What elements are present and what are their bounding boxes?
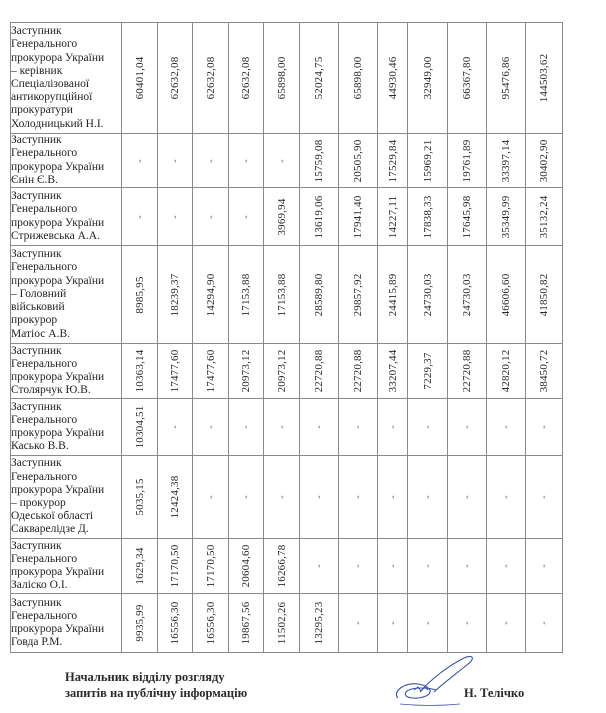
amount-value: - — [461, 564, 473, 568]
amount-value: - — [387, 621, 398, 625]
amount-cell — [339, 344, 378, 399]
amount-value: - — [169, 158, 181, 163]
amount-value: 17170,50 — [169, 544, 181, 588]
name-line: Генерального — [11, 147, 78, 160]
amount-value: 60401,04 — [133, 56, 146, 100]
amount-value: 7229,37 — [421, 352, 434, 390]
amount-cell — [378, 399, 408, 456]
amount-value: 20505,90 — [352, 139, 364, 182]
amount-cell — [193, 246, 229, 344]
amount-cell — [487, 399, 526, 456]
amount-value: 38450,72 — [538, 349, 550, 393]
name-line: Сакварелідзе Д. — [11, 523, 89, 536]
amount-cell — [229, 594, 264, 653]
amount-value: - — [169, 214, 181, 219]
amount-value: 20973,12 — [240, 349, 252, 393]
amount-cell — [526, 594, 563, 653]
amount-cell — [378, 23, 408, 134]
name-line: прокурора України — [11, 371, 105, 383]
table-row — [11, 188, 563, 246]
amount-cell — [158, 344, 193, 399]
amount-cell — [448, 594, 487, 653]
amount-cell — [193, 344, 229, 399]
amount-cell — [526, 344, 563, 399]
amount-cell — [300, 246, 339, 344]
amount-cell — [526, 539, 563, 594]
name-line: військовий — [11, 301, 65, 314]
amount-cell — [264, 539, 300, 594]
official-name-cell — [11, 134, 122, 188]
amount-value: 15759,08 — [313, 139, 325, 182]
amount-cell — [526, 134, 563, 188]
amount-cell — [193, 539, 229, 594]
name-line: Генерального — [11, 38, 78, 51]
amount-value: 11502,26 — [275, 601, 288, 645]
amount-value: 13295,23 — [313, 601, 325, 645]
amount-value: 19761,89 — [461, 139, 473, 182]
signature-icon — [390, 652, 500, 710]
amount-value: - — [313, 425, 325, 429]
amount-cell — [122, 594, 158, 653]
amount-value: - — [422, 425, 433, 429]
amount-cell — [300, 456, 339, 539]
amount-value: 20604,60 — [240, 544, 252, 588]
amount-value: 12424,38 — [169, 475, 181, 519]
name-line: прокуратури — [11, 104, 73, 117]
amount-cell — [378, 456, 408, 539]
amount-value: - — [422, 564, 433, 568]
amount-cell — [408, 188, 448, 246]
name-line: Заліско О.І. — [11, 579, 68, 592]
official-name-cell — [11, 539, 122, 594]
amount-value: - — [422, 495, 433, 499]
amount-cell — [193, 23, 229, 134]
amount-value: 62632,08 — [204, 56, 217, 100]
amount-value: 17170,50 — [204, 544, 217, 588]
official-name-cell — [11, 23, 122, 134]
amount-cell — [339, 188, 378, 246]
table-row — [11, 23, 563, 134]
amount-cell — [122, 456, 158, 539]
table-row — [11, 246, 563, 344]
amount-value: - — [422, 621, 433, 625]
amount-value: - — [461, 621, 473, 625]
amount-value: 46606,60 — [500, 273, 512, 316]
table-row — [11, 344, 563, 399]
amount-value: - — [205, 425, 216, 429]
amount-cell — [487, 344, 526, 399]
amount-value: 33207,44 — [386, 349, 399, 393]
amount-value: - — [461, 495, 473, 499]
amount-value: 28589,80 — [313, 273, 325, 316]
official-name-cell — [11, 399, 122, 456]
amount-value: 15969,21 — [421, 139, 434, 182]
amount-cell — [339, 594, 378, 653]
amount-value: - — [313, 564, 325, 568]
amount-value: - — [538, 564, 550, 568]
amount-value: 95476,86 — [500, 56, 512, 100]
amount-value: - — [205, 495, 216, 499]
amount-cell — [339, 539, 378, 594]
amount-value: - — [276, 425, 287, 429]
amount-value: 66367,80 — [461, 56, 473, 100]
amount-cell — [487, 134, 526, 188]
amount-cell — [487, 246, 526, 344]
amount-value: 32949,00 — [421, 56, 434, 100]
name-line: Заступник — [11, 457, 62, 470]
amount-value: 1629,34 — [133, 547, 146, 585]
amount-value: - — [313, 495, 325, 499]
name-line: Говда Р.М. — [11, 636, 63, 649]
amount-value: 35132,24 — [538, 195, 550, 238]
amount-cell — [378, 344, 408, 399]
amount-value: - — [500, 495, 512, 499]
amount-cell — [487, 594, 526, 653]
amount-cell — [339, 134, 378, 188]
amount-value: 16266,78 — [275, 544, 288, 588]
amount-cell — [300, 344, 339, 399]
amount-value: 19867,56 — [240, 601, 252, 645]
amount-value: 17153,88 — [275, 273, 288, 316]
amount-cell — [448, 23, 487, 134]
amount-value: 17529,84 — [386, 139, 399, 182]
amount-cell — [193, 188, 229, 246]
signatory-name: Н. Телічко — [464, 686, 525, 700]
amount-cell — [408, 246, 448, 344]
name-line: Заступник — [11, 134, 62, 147]
table-row — [11, 134, 563, 188]
name-line: Генерального — [11, 609, 78, 622]
amount-value: - — [134, 214, 145, 219]
amount-value: 14294,90 — [204, 273, 217, 316]
name-line: Заступник — [11, 539, 62, 552]
table-row — [11, 594, 563, 653]
amount-value: 62632,08 — [169, 56, 181, 100]
amount-cell — [378, 246, 408, 344]
amount-cell — [408, 399, 448, 456]
name-line: Касько В.В. — [11, 440, 69, 453]
name-line: прокурора України — [11, 566, 105, 578]
amount-cell — [448, 188, 487, 246]
amount-cell — [264, 456, 300, 539]
amount-value: - — [461, 425, 473, 429]
amount-cell — [339, 399, 378, 456]
amount-value: - — [276, 495, 287, 499]
amount-cell — [378, 188, 408, 246]
amount-value: 10363,14 — [133, 349, 146, 393]
amount-cell — [448, 399, 487, 456]
amount-value: 65898,00 — [352, 56, 364, 100]
amount-value: - — [500, 564, 512, 568]
amount-cell — [526, 399, 563, 456]
amount-value: 14227,11 — [386, 195, 399, 238]
amount-cell — [300, 188, 339, 246]
amount-cell — [193, 399, 229, 456]
amount-cell — [229, 399, 264, 456]
amount-cell — [122, 344, 158, 399]
amount-cell — [264, 134, 300, 188]
amount-cell — [158, 594, 193, 653]
name-line: Генерального — [11, 470, 78, 483]
official-name-cell — [11, 456, 122, 539]
official-name-cell — [11, 594, 122, 653]
table-row — [11, 456, 563, 539]
amount-cell — [158, 246, 193, 344]
amount-value: 13619,06 — [313, 195, 325, 238]
amount-value: 42820,12 — [500, 349, 512, 393]
name-line: Заступник — [11, 344, 62, 357]
name-line: Заступник — [11, 25, 62, 38]
amount-value: 62632,08 — [240, 56, 252, 100]
amount-value: - — [134, 158, 145, 163]
amount-cell — [408, 456, 448, 539]
amount-value: - — [352, 425, 364, 429]
official-name-cell — [11, 246, 122, 344]
amount-cell — [526, 456, 563, 539]
amount-value: 17838,33 — [421, 195, 434, 238]
amount-cell — [229, 539, 264, 594]
name-line: прокурора України — [11, 483, 105, 496]
name-line: – Головний — [11, 287, 67, 300]
amount-value: - — [387, 495, 398, 499]
amount-value: - — [205, 214, 216, 219]
amount-value: - — [387, 425, 398, 429]
amount-cell — [487, 188, 526, 246]
official-name-cell — [11, 344, 122, 399]
amount-cell — [122, 246, 158, 344]
amount-value: - — [205, 158, 216, 163]
amount-cell — [408, 134, 448, 188]
amount-value: - — [240, 214, 252, 219]
amount-cell — [264, 188, 300, 246]
name-line: прокурора України — [11, 51, 105, 64]
amount-cell — [487, 23, 526, 134]
amount-value: 18239,37 — [169, 273, 181, 316]
amount-cell — [300, 134, 339, 188]
amount-value: 29857,92 — [352, 273, 364, 316]
signatory-position — [65, 669, 247, 701]
name-line: Генерального — [11, 552, 78, 565]
amount-value: 5035,15 — [133, 478, 146, 516]
name-line: прокурора України — [11, 274, 105, 287]
amount-value: 24415,89 — [386, 273, 399, 316]
name-line: Заступник — [11, 596, 62, 609]
amount-value: 41850,82 — [538, 273, 550, 316]
amount-cell — [487, 456, 526, 539]
amount-cell — [229, 134, 264, 188]
table-row — [11, 539, 563, 594]
name-line: Генерального — [11, 413, 78, 426]
amount-cell — [264, 246, 300, 344]
amount-cell — [378, 594, 408, 653]
amount-value: 65898,00 — [275, 56, 288, 100]
name-line: прокурора України — [11, 216, 105, 229]
name-line: – керівник — [11, 64, 63, 77]
amount-value: - — [240, 495, 252, 499]
amount-cell — [526, 188, 563, 246]
amount-cell — [122, 399, 158, 456]
amount-value: 8985,95 — [133, 275, 146, 314]
name-line: Заступник — [11, 400, 62, 413]
amount-cell — [448, 456, 487, 539]
amount-value: 20973,12 — [275, 349, 288, 393]
amount-cell — [158, 188, 193, 246]
position-line-1: Начальник відділу розгляду — [65, 670, 225, 684]
amount-value: 35349,99 — [500, 195, 512, 238]
amount-value: 144503,62 — [538, 53, 550, 103]
amount-cell — [193, 134, 229, 188]
amount-value: - — [169, 425, 181, 429]
amount-value: 17477,60 — [169, 349, 181, 393]
amount-cell — [229, 344, 264, 399]
amount-cell — [300, 399, 339, 456]
amount-cell — [408, 344, 448, 399]
name-line: – прокурор — [11, 497, 66, 509]
amount-value: 16556,30 — [204, 601, 217, 645]
amount-cell — [448, 246, 487, 344]
amount-cell — [408, 23, 448, 134]
amount-value: 17645,98 — [461, 195, 473, 238]
amount-value: 17941,40 — [352, 195, 364, 238]
name-line: Одеської області — [11, 510, 94, 523]
amount-value: 17153,88 — [240, 273, 252, 316]
amount-value: - — [352, 564, 364, 568]
table-body — [11, 23, 563, 653]
amount-value: - — [240, 158, 252, 163]
name-line: прокурора України — [11, 427, 105, 439]
amount-value: - — [500, 621, 512, 625]
position-line-2: запитів на публічну інформацію — [65, 686, 248, 700]
amount-cell — [122, 539, 158, 594]
amount-value: - — [500, 425, 512, 429]
amount-value: 3969,94 — [275, 197, 288, 236]
amount-cell — [339, 456, 378, 539]
amount-value: 24730,03 — [421, 273, 434, 316]
amount-cell — [300, 594, 339, 653]
amount-cell — [264, 344, 300, 399]
amount-value: - — [538, 495, 550, 499]
amount-cell — [408, 539, 448, 594]
salary-table — [10, 22, 563, 653]
amount-value: 22720,88 — [352, 349, 364, 393]
amount-value: 22720,88 — [313, 349, 325, 393]
table-row — [11, 399, 563, 456]
name-line: Заступник — [11, 248, 62, 261]
amount-cell — [448, 134, 487, 188]
name-line: антикорупційної — [11, 91, 93, 104]
amount-cell — [193, 456, 229, 539]
amount-cell — [339, 23, 378, 134]
amount-value: - — [387, 564, 398, 568]
name-line: Матіос А.В. — [11, 327, 70, 340]
name-line: Генерального — [11, 203, 78, 216]
amount-cell — [122, 134, 158, 188]
amount-value: 16556,30 — [169, 601, 181, 645]
amount-cell — [264, 23, 300, 134]
amount-value: 17477,60 — [204, 349, 217, 393]
name-line: Стрижевська А.А. — [11, 229, 100, 242]
amount-cell — [158, 399, 193, 456]
name-line: Заступник — [11, 190, 62, 203]
amount-cell — [448, 344, 487, 399]
name-line: Єнін Є.В. — [11, 173, 58, 186]
amount-value: - — [352, 621, 364, 625]
amount-value: 52024,75 — [313, 56, 325, 100]
amount-cell — [158, 539, 193, 594]
amount-value: 24730,03 — [461, 273, 473, 316]
amount-cell — [158, 23, 193, 134]
amount-value: - — [352, 495, 364, 499]
official-name-cell — [11, 188, 122, 246]
name-line: Генерального — [11, 261, 78, 274]
name-line: прокурор — [11, 314, 58, 327]
name-line: Генерального — [11, 357, 78, 370]
amount-value: - — [276, 158, 287, 163]
amount-value: 22720,88 — [461, 349, 473, 393]
amount-cell — [448, 539, 487, 594]
amount-cell — [339, 246, 378, 344]
name-line: Спеціалізованої — [11, 78, 90, 90]
amount-value: 44930,46 — [386, 56, 399, 100]
amount-cell — [229, 23, 264, 134]
amount-value: - — [240, 425, 252, 429]
amount-cell — [158, 134, 193, 188]
name-line: прокурора України — [11, 623, 105, 635]
amount-value: 33397,14 — [500, 139, 512, 182]
amount-cell — [229, 246, 264, 344]
amount-cell — [378, 539, 408, 594]
amount-value: 10304,51 — [133, 405, 146, 449]
amount-cell — [526, 23, 563, 134]
amount-cell — [264, 399, 300, 456]
name-line: прокурора України — [11, 160, 105, 173]
amount-cell — [526, 246, 563, 344]
amount-cell — [300, 539, 339, 594]
amount-value: - — [538, 621, 550, 625]
amount-cell — [487, 539, 526, 594]
amount-value: - — [538, 425, 550, 429]
name-line: Столярчук Ю.В. — [11, 384, 91, 397]
name-line: Холодницький Н.І. — [11, 117, 104, 130]
amount-cell — [264, 594, 300, 653]
amount-cell — [378, 134, 408, 188]
amount-value: 30402,90 — [538, 139, 550, 182]
amount-cell — [229, 188, 264, 246]
amount-cell — [408, 594, 448, 653]
amount-cell — [193, 594, 229, 653]
amount-cell — [158, 456, 193, 539]
amount-value: 9935,99 — [133, 604, 146, 642]
amount-cell — [229, 456, 264, 539]
amount-cell — [122, 23, 158, 134]
amount-cell — [122, 188, 158, 246]
amount-cell — [300, 23, 339, 134]
